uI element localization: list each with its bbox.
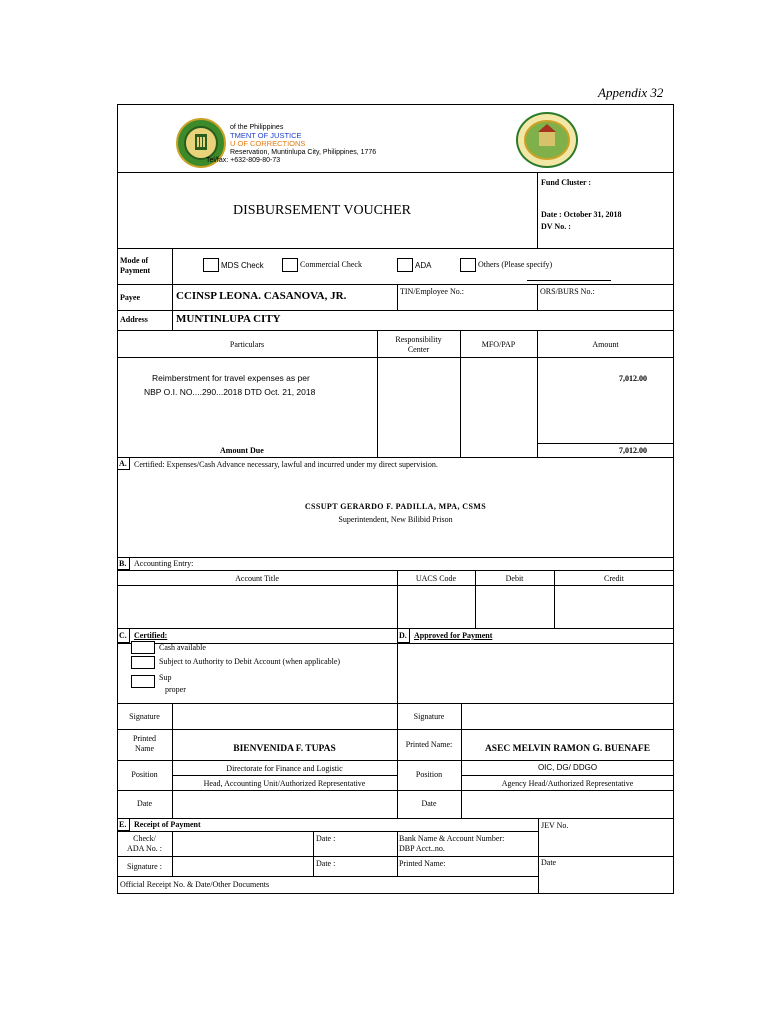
responsibility-header-2: Center: [407, 345, 430, 354]
section-d-label: Approved for Payment: [414, 631, 493, 640]
account-title-header: Account Title: [235, 574, 279, 583]
particulars-line-2: NBP O.I. NO....290...2018 DTD Oct. 21, 2018: [144, 387, 316, 397]
particulars-header: Particulars: [229, 340, 265, 349]
e-date-label-2: Date :: [316, 859, 336, 868]
d-printed-name-label: Printed Name:: [405, 740, 453, 749]
others-label: Others (Please specify): [478, 260, 553, 269]
header-line-5: Tel/fax: +632-809-80-73: [206, 157, 281, 164]
ada-checkbox[interactable]: [397, 258, 413, 272]
section-c-letter: C.: [119, 631, 127, 640]
tin-label: TIN/Employee No.:: [400, 287, 464, 296]
bank-label-1: Bank Name & Account Number:: [399, 834, 505, 843]
commercial-check-label: Commercial Check: [300, 260, 362, 269]
voucher-date: Date : October 31, 2018: [541, 210, 622, 219]
section-b-letter: B.: [119, 559, 127, 568]
credit-header: Credit: [604, 574, 624, 583]
mfo-header: MFO/PAP: [481, 340, 516, 349]
d-date-label: Date: [421, 799, 437, 808]
official-receipt-label: Official Receipt No. & Date/Other Documents: [120, 880, 270, 889]
section-a-text: Certified: Expenses/Cash Advance necessary, lawful and incurred under my direct supervision.: [134, 460, 438, 469]
d-position-1: OIC, DG/ DDGO: [537, 763, 598, 772]
uacs-code-header: UACS Code: [415, 574, 457, 583]
others-checkbox[interactable]: [460, 258, 476, 272]
c-date-label: Date: [136, 799, 153, 808]
d-position-label: Position: [415, 770, 443, 779]
authority-debit-checkbox[interactable]: [131, 656, 155, 669]
c-position-2: Head, Accounting Unit/Authorized Representative: [203, 779, 366, 788]
mode-label-2: Payment: [120, 266, 151, 275]
authority-debit-label: Subject to Authority to Debit Account (when applicable): [159, 657, 341, 666]
payee-label: Payee: [120, 293, 140, 302]
amount-due-label: Amount Due: [220, 446, 264, 455]
nbp-seal-icon: [516, 112, 578, 168]
particulars-line-1: Reimberstment for travel expenses as per: [152, 373, 310, 383]
check-ada-label-2: ADA No. :: [127, 844, 162, 853]
address-value: MUNTINLUPA CITY: [176, 313, 281, 325]
dv-number-label: DV No. :: [541, 222, 571, 231]
section-e-letter: E.: [119, 820, 127, 829]
d-position-2: Agency Head/Authorized Representative: [501, 779, 634, 788]
d-signature-label: Signature: [413, 712, 445, 721]
mds-check-checkbox[interactable]: [203, 258, 219, 272]
c-printed-name-label-1: Printed: [132, 734, 157, 743]
particulars-amount: 7,012.00: [619, 374, 647, 383]
c-signature-label: Signature: [129, 712, 160, 721]
check-ada-label-1: Check/: [133, 834, 156, 843]
supporting-docs-label-1: Sup: [159, 673, 172, 682]
c-printed-name: BIENVENIDA F. TUPAS: [233, 744, 336, 754]
section-a-letter: A.: [119, 459, 127, 468]
address-label: Address: [120, 315, 148, 324]
c-printed-name-label-2: Name: [134, 744, 155, 753]
fund-cluster-label: Fund Cluster :: [541, 178, 592, 187]
ors-label: ORS/BURS No.:: [540, 287, 595, 296]
supporting-docs-checkbox[interactable]: [131, 675, 155, 688]
section-c-label: Certified:: [134, 631, 168, 640]
mode-label-1: Mode of: [120, 256, 149, 265]
section-b-label: Accounting Entry:: [134, 559, 194, 568]
e-date-label: Date :: [316, 834, 336, 843]
mds-check-label: MDS Check: [221, 261, 264, 270]
e-printed-name-label: Printed Name:: [399, 859, 446, 868]
jev-no-label: JEV No.: [541, 821, 569, 830]
payee-name: CCINSP LEONA. CASANOVA, JR.: [176, 290, 347, 302]
section-d-letter: D.: [399, 631, 407, 640]
debit-header: Debit: [505, 574, 524, 583]
header-line-3: U OF CORRECTIONS: [230, 139, 306, 148]
section-a-signatory: CSSUPT GERARDO F. PADILLA, MPA, CSMS: [304, 502, 487, 511]
amount-due-value: 7,012.00: [619, 446, 647, 455]
e-signature-label: Signature :: [127, 862, 162, 871]
section-a-position: Superintendent, New Bilibid Prison: [338, 515, 453, 524]
supporting-docs-label-2: proper: [165, 685, 186, 694]
cash-available-label: Cash available: [159, 643, 206, 652]
others-specify-line: [527, 280, 611, 281]
section-e-label: Receipt of Payment: [134, 820, 201, 829]
header-line-2: TMENT OF JUSTICE: [230, 131, 302, 140]
c-position-1: Directorate for Finance and Logistic: [226, 764, 343, 773]
jev-date-label: Date: [541, 858, 557, 867]
cash-available-checkbox[interactable]: [131, 641, 155, 654]
responsibility-header-1: Responsibility: [395, 335, 442, 344]
bank-label-2: DBP Acct..no.: [399, 844, 445, 853]
document-title: DISBURSEMENT VOUCHER: [233, 203, 412, 218]
amount-header: Amount: [592, 340, 619, 349]
c-position-label: Position: [131, 770, 158, 779]
header-line-4: Reservation, Muntinlupa City, Philippines, 1776: [230, 149, 377, 156]
header-line-1: of the Philippines: [230, 124, 284, 131]
appendix-label: Appendix 32: [598, 85, 664, 100]
ada-label: ADA: [415, 261, 432, 270]
commercial-check-checkbox[interactable]: [282, 258, 298, 272]
d-printed-name: ASEC MELVIN RAMON G. BUENAFE: [484, 744, 651, 754]
